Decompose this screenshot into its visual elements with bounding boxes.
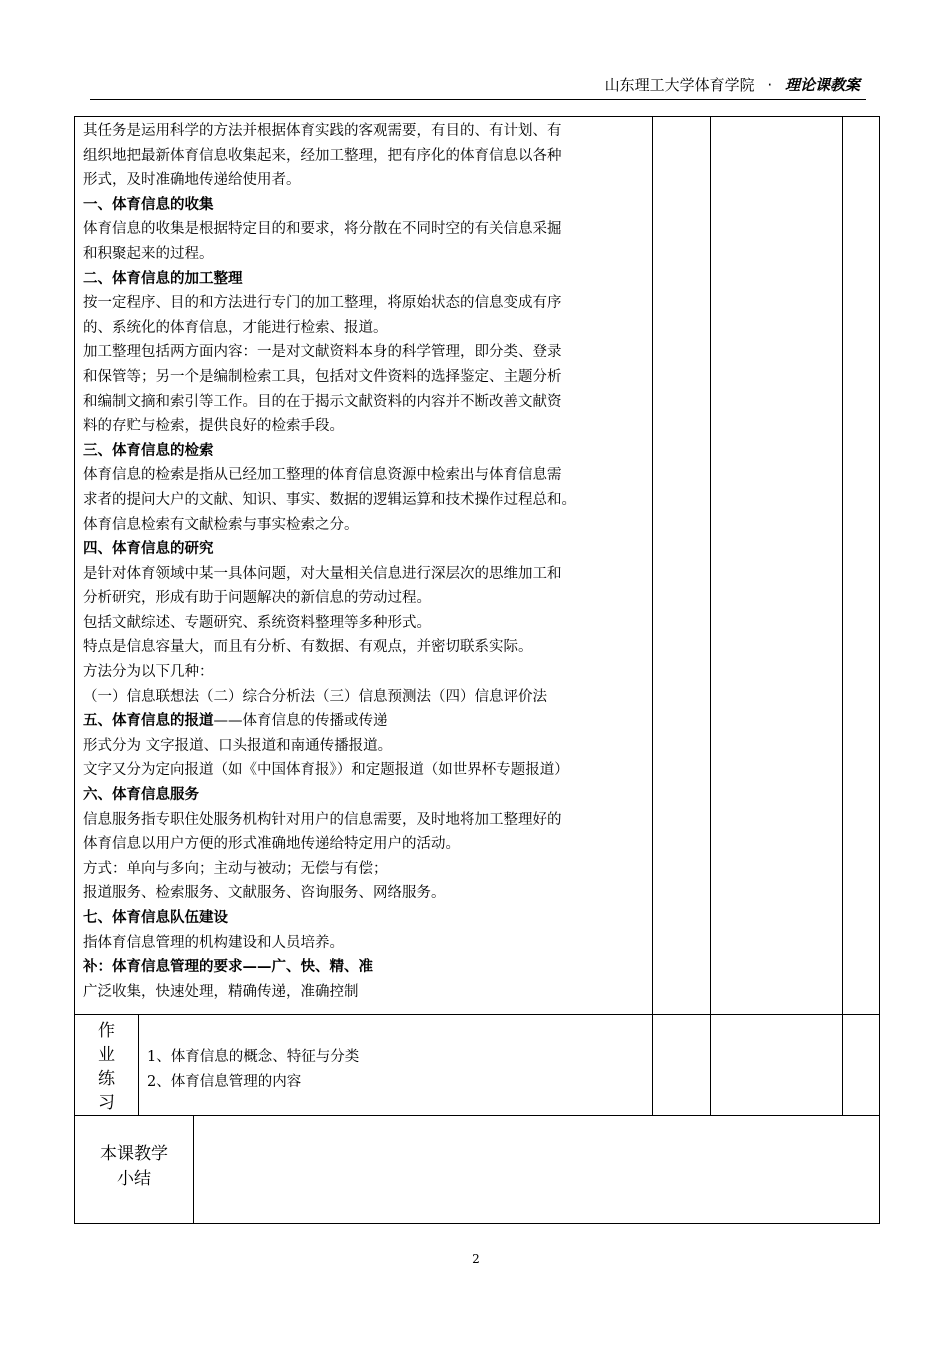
header-separator: · <box>767 76 773 94</box>
homework-label-cell <box>75 1015 139 1116</box>
summary-label-line: 小结 <box>117 1169 151 1189</box>
content-line <box>83 414 646 439</box>
homework-item: 2、体育信息管理的内容 <box>147 1074 302 1090</box>
line-text: 方式：单向与多向；主动与被动；无偿与有偿； <box>83 860 388 877</box>
line-text: （一）信息联想法（二）综合分析法（三）信息预测法（四）信息评价法 <box>83 688 547 705</box>
homework-content-cell <box>139 1015 653 1116</box>
header-rule <box>90 99 866 100</box>
content-line <box>83 365 646 390</box>
summary-label-line: 本课教学 <box>100 1144 168 1164</box>
header-title <box>520 74 860 95</box>
homework-label <box>75 1015 138 1115</box>
content-line <box>83 217 646 242</box>
homework-items <box>139 1015 652 1095</box>
section-heading <box>83 709 646 734</box>
content-line <box>83 513 646 538</box>
content-line <box>83 685 646 710</box>
content-line <box>83 168 646 193</box>
heading-text: 二、体育信息的加工整理 <box>83 269 243 287</box>
summary-label <box>75 1116 193 1192</box>
heading-text: 六、体育信息服务 <box>83 786 199 804</box>
content-line <box>83 463 646 488</box>
content-line <box>83 931 646 956</box>
content-line <box>83 857 646 882</box>
empty-cell-1 <box>653 117 711 1015</box>
content-line <box>83 562 646 587</box>
page-number: 2 <box>472 1252 480 1266</box>
line-text: 其任务是运用科学的方法并根据体育实践的客观需要，有目的、有计划、有 <box>83 123 562 139</box>
content-line <box>83 734 646 759</box>
line-text: 是针对体育领域中某一具体问题，对大量相关信息进行深层次的思维加工和 <box>83 565 562 582</box>
content-line <box>83 340 646 365</box>
line-text: 文字又分为定向报道（如《中国体育报》）和定题报道（如世界杯专题报道） <box>83 762 569 779</box>
content-line <box>83 758 646 783</box>
line-text: 求者的提问大户的文献、知识、事实、数据的逻辑运算和技术操作过程总和。 <box>83 491 576 508</box>
line-text: 体育信息检索有文献检索与事实检索之分。 <box>83 516 359 533</box>
line-text: 料的存贮与检索，提供良好的检索手段。 <box>83 418 344 435</box>
line-text: 广泛收集，快速处理，精确传递，准确控制 <box>83 983 359 1000</box>
line-text: 指体育信息管理的机构建设和人员培养。 <box>83 934 344 951</box>
line-text: 特点是信息容量大，而且有分析、有数据、有观点，并密切联系实际。 <box>83 639 533 656</box>
section-heading <box>83 193 646 218</box>
content-row <box>75 117 880 1015</box>
content-line <box>83 660 646 685</box>
section-heading <box>83 783 646 808</box>
document-type: 理论课教案 <box>784 76 860 94</box>
content-line <box>83 119 646 144</box>
homework-empty-1 <box>653 1015 711 1116</box>
section-heading <box>83 955 646 980</box>
summary-table <box>74 1115 880 1224</box>
content-line <box>83 611 646 636</box>
heading-text: 三、体育信息的检索 <box>83 441 214 459</box>
empty-cell-2 <box>711 117 843 1015</box>
content-line <box>83 291 646 316</box>
homework-item: 1、体育信息的概念、特征与分类 <box>147 1049 360 1065</box>
content-line <box>83 832 646 857</box>
line-text: 和保管等；另一个是编制检索工具，包括对文件资料的选择鉴定、主题分析 <box>83 368 562 385</box>
summary-label-cell <box>75 1116 194 1224</box>
line-text: 分析研究，形成有助于问题解决的新信息的劳动过程。 <box>83 590 431 607</box>
content-line <box>83 980 646 1005</box>
homework-row <box>75 1015 880 1116</box>
line-text: 和积聚起来的过程。 <box>83 245 214 262</box>
section-heading <box>83 439 646 464</box>
heading-text: 五、体育信息的报道 <box>83 712 214 730</box>
lesson-plan-table <box>74 116 880 1116</box>
line-text: 和编制文摘和索引等工作。目的在于揭示文献资料的内容并不断改善文献资 <box>83 393 562 410</box>
content-line <box>83 808 646 833</box>
section-heading <box>83 906 646 931</box>
line-text: 加工整理包括两方面内容：一是对文献资料本身的科学管理，即分类、登录 <box>83 344 562 361</box>
heading-text: 七、体育信息队伍建设 <box>83 909 228 926</box>
line-text: 体育信息的收集是根据特定目的和要求，将分散在不同时空的有关信息采掘 <box>83 221 562 238</box>
content-cell <box>75 117 653 1015</box>
homework-label-char: 作 <box>98 1021 115 1041</box>
content-line <box>83 316 646 341</box>
line-text: 组织地把最新体育信息收集起来，经加工整理，把有序化的体育信息以各种 <box>83 147 562 164</box>
section-heading <box>83 537 646 562</box>
empty-cell-3 <box>843 117 880 1015</box>
line-text: 形式，及时准确地传递给使用者。 <box>83 172 301 189</box>
content-line <box>83 242 646 267</box>
line-text: 方法分为以下几种： <box>83 664 214 681</box>
section-heading <box>83 267 646 292</box>
content-line <box>83 390 646 415</box>
line-text: 形式分为 文字报道、口头报道和南通传播报道。 <box>83 737 393 754</box>
institution-name: 山东理工大学体育学院 <box>604 76 755 94</box>
content-body <box>75 117 652 1006</box>
homework-empty-3 <box>843 1015 880 1116</box>
heading-text: 四、体育信息的研究 <box>83 540 214 558</box>
summary-row <box>75 1116 880 1224</box>
line-text: 的、系统化的体育信息，才能进行检索、报道。 <box>83 319 388 336</box>
content-line <box>83 144 646 169</box>
line-text: 包括文献综述、专题研究、系统资料整理等多种形式。 <box>83 614 431 631</box>
line-text: 按一定程序、目的和方法进行专门的加工整理，将原始状态的信息变成有序 <box>83 295 562 312</box>
heading-text: 一、体育信息的收集 <box>83 195 214 213</box>
line-text: 体育信息以用户方便的形式准确地传递给特定用户的活动。 <box>83 836 460 853</box>
homework-label-char: 业 <box>98 1045 115 1065</box>
line-text: 报道服务、检索服务、文献服务、咨询服务、网络服务。 <box>83 885 446 902</box>
heading-text: 补：体育信息管理的要求——广、快、精、准 <box>83 958 373 976</box>
content-line <box>83 586 646 611</box>
summary-content-cell <box>194 1116 880 1224</box>
heading-suffix: ——体育信息的传播或传递 <box>213 713 388 730</box>
content-line <box>83 488 646 513</box>
line-text: 信息服务指专职住处服务机构针对用户的信息需要，及时地将加工整理好的 <box>83 811 562 828</box>
homework-label-char: 习 <box>98 1093 115 1113</box>
content-line <box>83 881 646 906</box>
homework-empty-2 <box>711 1015 843 1116</box>
homework-label-char: 练 <box>98 1069 115 1089</box>
content-line <box>83 635 646 660</box>
line-text: 体育信息的检索是指从已经加工整理的体育信息资源中检索出与体育信息需 <box>83 467 562 484</box>
